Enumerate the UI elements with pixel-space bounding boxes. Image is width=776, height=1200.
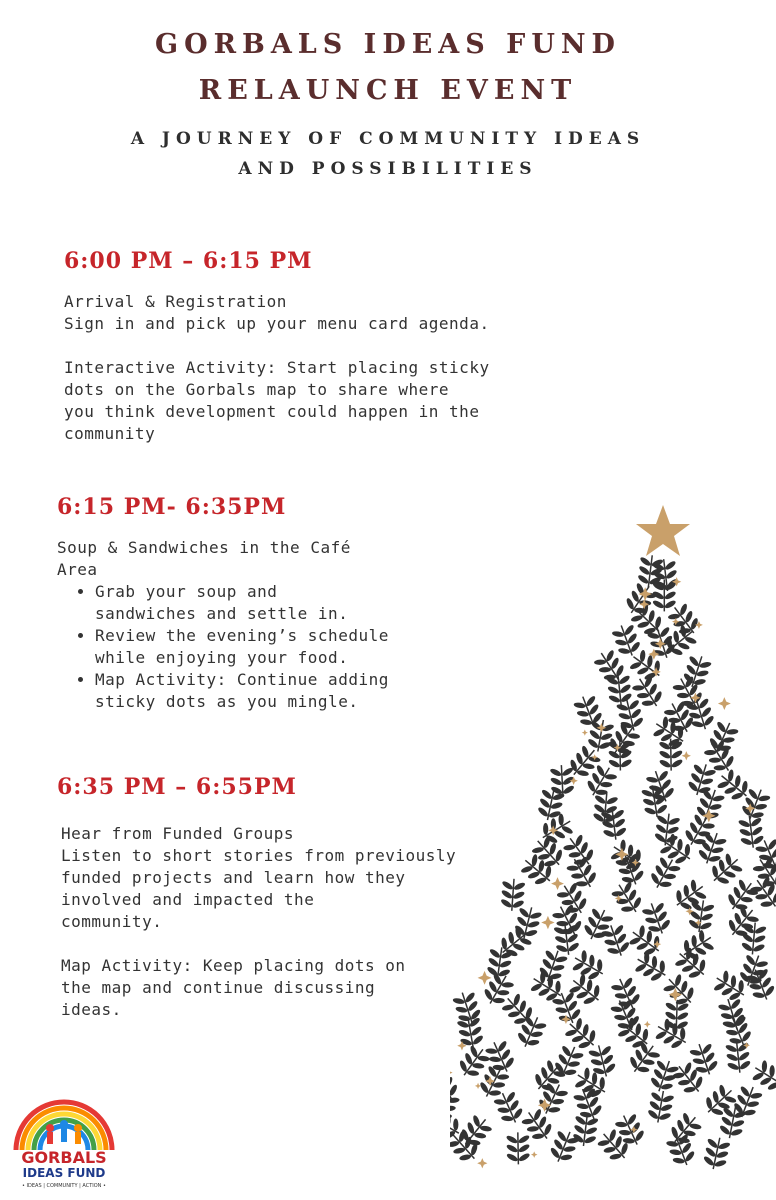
- leaf-branch: [723, 902, 763, 943]
- bullet-item: • Grab your soup and sandwiches and settle in.: [95, 581, 389, 625]
- section-3-map-line: ideas.: [61, 1000, 122, 1019]
- section-1-activity-line: community: [64, 424, 156, 443]
- leaf-branch: [631, 948, 671, 986]
- section-3-body: [61, 823, 456, 1021]
- section-3-line: community.: [61, 912, 163, 931]
- time-slot-2: 6:15 PM- 6:35PM: [57, 494, 287, 520]
- sparkle-icon: [718, 697, 731, 710]
- leaf-branch: [685, 761, 718, 799]
- bullet-item: • Review the evening’s schedule while enjoying your food.: [95, 625, 389, 669]
- sparkle-icon: [644, 1021, 651, 1028]
- leaf-branch: [701, 1135, 732, 1171]
- section-3-heading: Hear from Funded Groups: [61, 824, 295, 843]
- section-1-activity-line: dots on the Gorbals map to share where: [64, 380, 450, 399]
- leaf-branch: [607, 836, 647, 874]
- sparkle-icon: [531, 1151, 538, 1158]
- section-3-map-line: the map and continue discussing: [61, 978, 376, 997]
- event-subtitle: [0, 124, 776, 184]
- leaf-branch: [564, 853, 602, 893]
- tree-foliage: [450, 554, 776, 1172]
- leaf-branch: [669, 1059, 708, 1100]
- christmas-tree-illustration: [450, 500, 776, 1190]
- section-2-heading: Soup & Sandwiches in the Café: [57, 538, 351, 557]
- section-1-line: Sign in and pick up your menu card agenda.: [64, 314, 490, 333]
- time-slot-3: 6:35 PM – 6:55PM: [57, 774, 297, 800]
- section-3-line: involved and impacted the: [61, 890, 315, 909]
- leaf-branch: [592, 792, 620, 826]
- leaf-branch: [546, 1127, 581, 1166]
- leaf-branch: [652, 579, 677, 611]
- leaf-branch: [652, 1016, 692, 1054]
- sparkle-icon: [475, 1083, 481, 1089]
- sparkle-icon: [450, 1067, 453, 1078]
- section-2-bullet-list: [57, 581, 389, 713]
- leaf-branch: [653, 812, 682, 847]
- leaf-branch: [664, 1131, 699, 1170]
- title-line-2: RELAUNCH EVENT: [198, 75, 578, 106]
- logo-name-line-1: GORBALS: [21, 1148, 107, 1167]
- leaf-branch: [580, 905, 616, 945]
- leaf-branch: [684, 695, 717, 733]
- title-line-1: GORBALS IDEAS FUND: [155, 29, 621, 60]
- leaf-branch: [740, 921, 768, 955]
- sparkle-icon: [682, 751, 691, 760]
- rainbow-logo-icon: [8, 1090, 120, 1152]
- section-1-activity-line: you think development could happen in the: [64, 402, 480, 421]
- leaf-branch: [701, 737, 739, 777]
- section-3-line: Listen to short stories from previously: [61, 846, 457, 865]
- sparkle-icon: [551, 877, 564, 890]
- leaf-branch: [607, 738, 633, 770]
- leaf-branch: [512, 904, 544, 941]
- subtitle-line-1: A JOURNEY OF COMMUNITY IDEAS: [130, 129, 646, 149]
- sparkle-icon: [582, 730, 588, 736]
- section-3-map-line: Map Activity: Keep placing dots on: [61, 956, 406, 975]
- time-slot-1: 6:00 PM – 6:15 PM: [64, 248, 313, 274]
- leaf-branch: [505, 1132, 531, 1164]
- leaf-branch: [710, 967, 750, 1005]
- section-1-activity-line: Interactive Activity: Start placing sticky: [64, 358, 490, 377]
- logo-tagline: • IDEAS | COMMUNITY | ACTION •: [22, 1183, 106, 1189]
- leaf-branch: [514, 1012, 550, 1051]
- leaf-branch: [687, 899, 716, 934]
- leaf-branch: [658, 738, 684, 770]
- leaf-branch: [646, 1089, 676, 1125]
- section-1-heading: Arrival & Registration: [64, 292, 287, 311]
- section-3-line: funded projects and learn how they: [61, 868, 406, 887]
- leaf-branch: [640, 899, 674, 938]
- logo-name-line-2: IDEAS FUND: [22, 1166, 106, 1180]
- sparkle-icon: [477, 1158, 487, 1168]
- event-title: [0, 22, 776, 114]
- leaf-branch: [608, 878, 646, 918]
- leaf-branch: [483, 1037, 519, 1076]
- sparkle-icon: [541, 916, 554, 929]
- section-2-heading: Area: [57, 560, 98, 579]
- section-1-body: [64, 291, 490, 445]
- leaf-branch: [587, 1042, 619, 1079]
- bullet-item: • Map Activity: Continue adding sticky dots as you mingle.: [95, 669, 389, 713]
- star-icon: [636, 505, 690, 556]
- leaf-branch: [737, 814, 766, 849]
- leaf-branch: [499, 878, 526, 912]
- subtitle-line-2: AND POSSIBILITIES: [238, 159, 538, 179]
- leaf-branch: [569, 947, 609, 985]
- leaf-branch: [717, 1104, 748, 1140]
- gorbals-ideas-fund-logo: [8, 1090, 120, 1194]
- section-2-body: [57, 537, 389, 713]
